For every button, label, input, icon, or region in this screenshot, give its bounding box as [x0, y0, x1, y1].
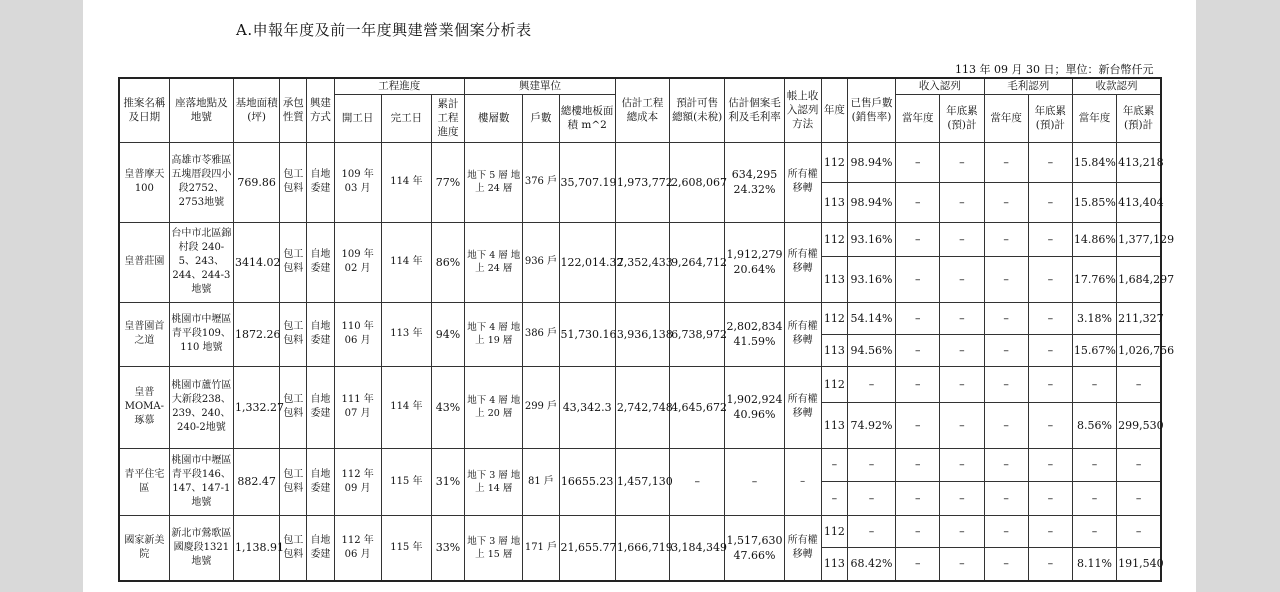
- contract-type: 包工包料: [280, 515, 307, 581]
- start-date: 111 年 07 月: [334, 366, 381, 448]
- collection-cum: 299,530: [1117, 402, 1161, 448]
- households: 171 戶: [523, 515, 559, 581]
- floor-area: 122,014.32: [559, 222, 615, 302]
- collection-cum: 413,404: [1117, 182, 1161, 222]
- gross-current: –: [984, 142, 1028, 182]
- margin-amount: 1,902,924: [726, 393, 783, 406]
- build-method: 自地委建: [307, 302, 334, 366]
- margin-amount: 1,517,630: [726, 533, 783, 547]
- collection-current: 17.76%: [1072, 256, 1116, 302]
- est-sales: 6,738,972: [670, 302, 725, 366]
- revenue-current: –: [896, 222, 940, 256]
- finish-date: 114 年: [381, 222, 431, 302]
- floors: 地下 4 層 地上 19 層: [465, 302, 523, 366]
- revenue-cum: –: [940, 256, 984, 302]
- gross-current: –: [984, 256, 1028, 302]
- collection-cum: 211,327: [1117, 302, 1161, 334]
- gross-cum: –: [1028, 366, 1072, 402]
- header-est-margin: 估計個案毛利及毛利率: [725, 78, 784, 142]
- est-sales: 3,184,349: [670, 515, 725, 581]
- header-gross-current: 當年度: [984, 94, 1028, 142]
- header-revenue-cum: 年底累(預)計: [940, 94, 984, 142]
- est-margin: [725, 222, 784, 302]
- land-area: 769.86: [234, 142, 280, 222]
- year: 113: [821, 334, 847, 366]
- gross-current: –: [984, 182, 1028, 222]
- header-collection-group: 收款認列: [1072, 78, 1161, 94]
- location: 桃園市中壢區青平段146、147、147-1 地號: [169, 448, 233, 515]
- gross-current: –: [984, 481, 1028, 515]
- revenue-method: –: [784, 448, 821, 515]
- margin-rate: 20.64%: [733, 263, 776, 276]
- households: 81 戶: [523, 448, 559, 515]
- revenue-cum: –: [940, 142, 984, 182]
- header-unit-group: 興建單位: [465, 78, 616, 94]
- revenue-cum: –: [940, 366, 984, 402]
- sold-ratio: 74.92%: [847, 402, 895, 448]
- margin-rate: 40.96%: [733, 408, 776, 421]
- sold-ratio: 98.94%: [847, 182, 895, 222]
- start-date: 112 年 09 月: [334, 448, 381, 515]
- gross-current: –: [984, 547, 1028, 581]
- revenue-current: –: [896, 448, 940, 481]
- revenue-cum: –: [940, 515, 984, 547]
- est-sales: 9,264,712: [670, 222, 725, 302]
- land-area: 1,138.91: [234, 515, 280, 581]
- contract-type: 包工包料: [280, 142, 307, 222]
- gross-cum: –: [1028, 448, 1072, 481]
- collection-cum: 1,684,297: [1117, 256, 1161, 302]
- sold-ratio: 68.42%: [847, 547, 895, 581]
- contract-type: 包工包料: [280, 448, 307, 515]
- households: 386 戶: [523, 302, 559, 366]
- floors: 地下 4 層 地上 20 層: [465, 366, 523, 448]
- revenue-current: –: [896, 256, 940, 302]
- finish-date: 114 年: [381, 142, 431, 222]
- start-date: 112 年 06 月: [334, 515, 381, 581]
- collection-current: –: [1072, 366, 1116, 402]
- sold-ratio: 93.16%: [847, 222, 895, 256]
- cum-progress: 77%: [431, 142, 464, 222]
- location: 台中市北區錦村段 240-5、243、244、244-3地號: [169, 222, 233, 302]
- households: 299 戶: [523, 366, 559, 448]
- header-sold-ratio: 已售戶數(銷售率): [847, 78, 895, 142]
- table-row: [119, 142, 1161, 182]
- est-sales: 2,608,067: [670, 142, 725, 222]
- est-cost: 3,936,138: [615, 302, 669, 366]
- revenue-current: –: [896, 402, 940, 448]
- project-name: 國家新美院: [119, 515, 169, 581]
- finish-date: 115 年: [381, 448, 431, 515]
- gross-current: –: [984, 222, 1028, 256]
- margin-rate: 41.59%: [733, 335, 776, 348]
- sold-ratio: –: [847, 515, 895, 547]
- margin-rate: 24.32%: [733, 183, 776, 196]
- header-build-method: 興建方式: [307, 78, 334, 142]
- est-cost: 1,666,719: [615, 515, 669, 581]
- header-location: 座落地點及地號: [169, 78, 233, 142]
- location: 桃園市蘆竹區大新段238、239、240、240-2地號: [169, 366, 233, 448]
- finish-date: 115 年: [381, 515, 431, 581]
- date-unit-note: 113 年 09 月 30 日；單位：新台幣仟元: [955, 63, 1154, 76]
- year: –: [821, 481, 847, 515]
- contract-type: 包工包料: [280, 222, 307, 302]
- header-est-cost: 估計工程總成本: [615, 78, 669, 142]
- header-revenue-group: 收入認列: [896, 78, 984, 94]
- land-area: 882.47: [234, 448, 280, 515]
- year: 113: [821, 256, 847, 302]
- margin-amount: 1,912,279: [726, 248, 783, 261]
- floor-area: 16655.23: [559, 448, 615, 515]
- table-row: [119, 366, 1161, 402]
- revenue-current: –: [896, 334, 940, 366]
- header-contract-type: 承包性質: [280, 78, 307, 142]
- sold-ratio: 54.14%: [847, 302, 895, 334]
- est-margin: [725, 366, 784, 448]
- est-cost: 1,973,772: [615, 142, 669, 222]
- year: 112: [821, 366, 847, 402]
- collection-current: 15.85%: [1072, 182, 1116, 222]
- header-year: 年度: [821, 78, 847, 142]
- collection-current: 8.11%: [1072, 547, 1116, 581]
- collection-current: 15.67%: [1072, 334, 1116, 366]
- revenue-current: –: [896, 142, 940, 182]
- gross-cum: –: [1028, 256, 1072, 302]
- sold-ratio: –: [847, 366, 895, 402]
- cum-progress: 33%: [431, 515, 464, 581]
- revenue-cum: –: [940, 402, 984, 448]
- header-progress-group: 工程進度: [334, 78, 465, 94]
- collection-current: –: [1072, 481, 1116, 515]
- header-revenue-method: 帳上收入認列方法: [784, 78, 821, 142]
- floor-area: 43,342.3: [559, 366, 615, 448]
- project-name: 皇普莊園: [119, 222, 169, 302]
- floor-area: 51,730.16: [559, 302, 615, 366]
- margin-amount: 2,802,834: [726, 320, 783, 333]
- gross-current: –: [984, 515, 1028, 547]
- collection-current: 3.18%: [1072, 302, 1116, 334]
- revenue-cum: –: [940, 334, 984, 366]
- year: 112: [821, 222, 847, 256]
- revenue-method: 所有權移轉: [784, 366, 821, 448]
- collection-current: 8.56%: [1072, 402, 1116, 448]
- est-sales: 4,645,672: [670, 366, 725, 448]
- revenue-cum: –: [940, 448, 984, 481]
- table-row: [119, 302, 1161, 334]
- build-method: 自地委建: [307, 222, 334, 302]
- finish-date: 114 年: [381, 366, 431, 448]
- build-method: 自地委建: [307, 515, 334, 581]
- build-method: 自地委建: [307, 366, 334, 448]
- start-date: 109 年 02 月: [334, 222, 381, 302]
- collection-cum: 1,026,756: [1117, 334, 1161, 366]
- project-analysis-table: [118, 77, 1175, 582]
- cum-progress: 43%: [431, 366, 464, 448]
- header-cum-progress: 累計工程進度: [431, 94, 464, 142]
- finish-date: 113 年: [381, 302, 431, 366]
- header-households: 戶數: [523, 94, 559, 142]
- collection-cum: –: [1117, 481, 1161, 515]
- start-date: 109 年 03 月: [334, 142, 381, 222]
- project-name: 皇普MOMA-琢慕: [119, 366, 169, 448]
- year: 113: [821, 547, 847, 581]
- revenue-method: 所有權移轉: [784, 302, 821, 366]
- est-cost: 1,457,130: [615, 448, 669, 515]
- est-margin: [725, 302, 784, 366]
- contract-type: 包工包料: [280, 366, 307, 448]
- gross-cum: –: [1028, 515, 1072, 547]
- collection-cum: –: [1117, 515, 1161, 547]
- floor-area: 35,707.19: [559, 142, 615, 222]
- header-start: 開工日: [334, 94, 381, 142]
- gross-cum: –: [1028, 334, 1072, 366]
- collection-cum: 191,540: [1117, 547, 1161, 581]
- gross-cum: –: [1028, 182, 1072, 222]
- collection-cum: –: [1117, 366, 1161, 402]
- land-area: 1,332.27: [234, 366, 280, 448]
- margin-amount: 634,295: [731, 168, 778, 181]
- est-sales: –: [670, 448, 725, 515]
- cum-progress: 86%: [431, 222, 464, 302]
- gross-cum: –: [1028, 302, 1072, 334]
- collection-current: 15.84%: [1072, 142, 1116, 182]
- table-header: [119, 78, 1161, 142]
- revenue-cum: –: [940, 182, 984, 222]
- header-floor-area: 總樓地板面積 m^2: [559, 94, 615, 142]
- table-row: [119, 222, 1161, 256]
- location: 桃園市中壢區青平段109、110 地號: [169, 302, 233, 366]
- revenue-cum: –: [940, 222, 984, 256]
- document-title: A.申報年度及前一年度興建營業個案分析表: [236, 21, 532, 39]
- collection-cum: –: [1117, 448, 1161, 481]
- gross-cum: –: [1028, 547, 1072, 581]
- cum-progress: 31%: [431, 448, 464, 515]
- table-row: [119, 515, 1161, 547]
- sold-ratio: 93.16%: [847, 256, 895, 302]
- location: 新北市鶯歌區國慶段1321 地號: [169, 515, 233, 581]
- contract-type: 包工包料: [280, 302, 307, 366]
- year: 112: [821, 302, 847, 334]
- project-name: 皇普摩天 100: [119, 142, 169, 222]
- margin-rate: 47.66%: [733, 548, 776, 562]
- est-margin: [725, 448, 784, 515]
- gross-cum: –: [1028, 481, 1072, 515]
- gross-current: –: [984, 366, 1028, 402]
- header-project: 推案名稱及日期: [119, 78, 169, 142]
- build-method: 自地委建: [307, 142, 334, 222]
- revenue-cum: –: [940, 547, 984, 581]
- year: –: [821, 448, 847, 481]
- gross-current: –: [984, 302, 1028, 334]
- revenue-current: –: [896, 515, 940, 547]
- header-floors: 樓層數: [465, 94, 523, 142]
- sold-ratio: –: [847, 448, 895, 481]
- floors: 地下 3 層 地上 15 層: [465, 515, 523, 581]
- est-cost: 7,352,433: [615, 222, 669, 302]
- sold-ratio: –: [847, 481, 895, 515]
- gross-cum: –: [1028, 142, 1072, 182]
- collection-current: –: [1072, 515, 1116, 547]
- households: 376 戶: [523, 142, 559, 222]
- collection-current: –: [1072, 448, 1116, 481]
- build-method: 自地委建: [307, 448, 334, 515]
- table-body: [119, 142, 1175, 581]
- revenue-cum: –: [940, 481, 984, 515]
- est-cost: 2,742,748: [615, 366, 669, 448]
- floors: 地下 3 層 地上 14 層: [465, 448, 523, 515]
- header-land-area: 基地面積(坪): [234, 78, 280, 142]
- est-margin: [725, 142, 784, 222]
- gross-cum: –: [1028, 402, 1072, 448]
- table-row: [119, 448, 1161, 481]
- floors: 地下 4 層 地上 24 層: [465, 222, 523, 302]
- margin-amount: –: [751, 475, 758, 488]
- header-collection-cum: 年底累(預)計: [1117, 94, 1161, 142]
- header-gross-cum: 年底累(預)計: [1028, 94, 1072, 142]
- project-name: 青平住宅區: [119, 448, 169, 515]
- gross-current: –: [984, 334, 1028, 366]
- start-date: 110 年 06 月: [334, 302, 381, 366]
- sold-ratio: 94.56%: [847, 334, 895, 366]
- collection-cum: 413,218: [1117, 142, 1161, 182]
- households: 936 戶: [523, 222, 559, 302]
- revenue-current: –: [896, 302, 940, 334]
- cum-progress: 94%: [431, 302, 464, 366]
- header-revenue-current: 當年度: [896, 94, 940, 142]
- year: 112: [821, 515, 847, 547]
- land-area: 3414.02: [234, 222, 280, 302]
- header-gross-group: 毛利認列: [984, 78, 1072, 94]
- revenue-method: 所有權移轉: [784, 142, 821, 222]
- collection-current: 14.86%: [1072, 222, 1116, 256]
- revenue-current: –: [896, 547, 940, 581]
- land-area: 1872.26: [234, 302, 280, 366]
- revenue-cum: –: [940, 302, 984, 334]
- year: 113: [821, 402, 847, 448]
- year: 112: [821, 142, 847, 182]
- est-margin: [725, 515, 784, 581]
- revenue-current: –: [896, 182, 940, 222]
- revenue-current: –: [896, 481, 940, 515]
- sold-ratio: 98.94%: [847, 142, 895, 182]
- gross-current: –: [984, 448, 1028, 481]
- floors: 地下 5 層 地上 24 層: [465, 142, 523, 222]
- revenue-method: 所有權移轉: [784, 222, 821, 302]
- header-collection-current: 當年度: [1072, 94, 1116, 142]
- project-name: 皇普園首之道: [119, 302, 169, 366]
- revenue-method: 所有權移轉: [784, 515, 821, 581]
- gross-cum: –: [1028, 222, 1072, 256]
- revenue-current: –: [896, 366, 940, 402]
- collection-cum: 1,377,129: [1117, 222, 1161, 256]
- header-est-sales: 預計可售總額(未稅): [670, 78, 725, 142]
- header-finish: 完工日: [381, 94, 431, 142]
- floor-area: 21,655.77: [559, 515, 615, 581]
- year: 113: [821, 182, 847, 222]
- gross-current: –: [984, 402, 1028, 448]
- location: 高雄市苓雅區五塊厝段四小段2752、2753地號: [169, 142, 233, 222]
